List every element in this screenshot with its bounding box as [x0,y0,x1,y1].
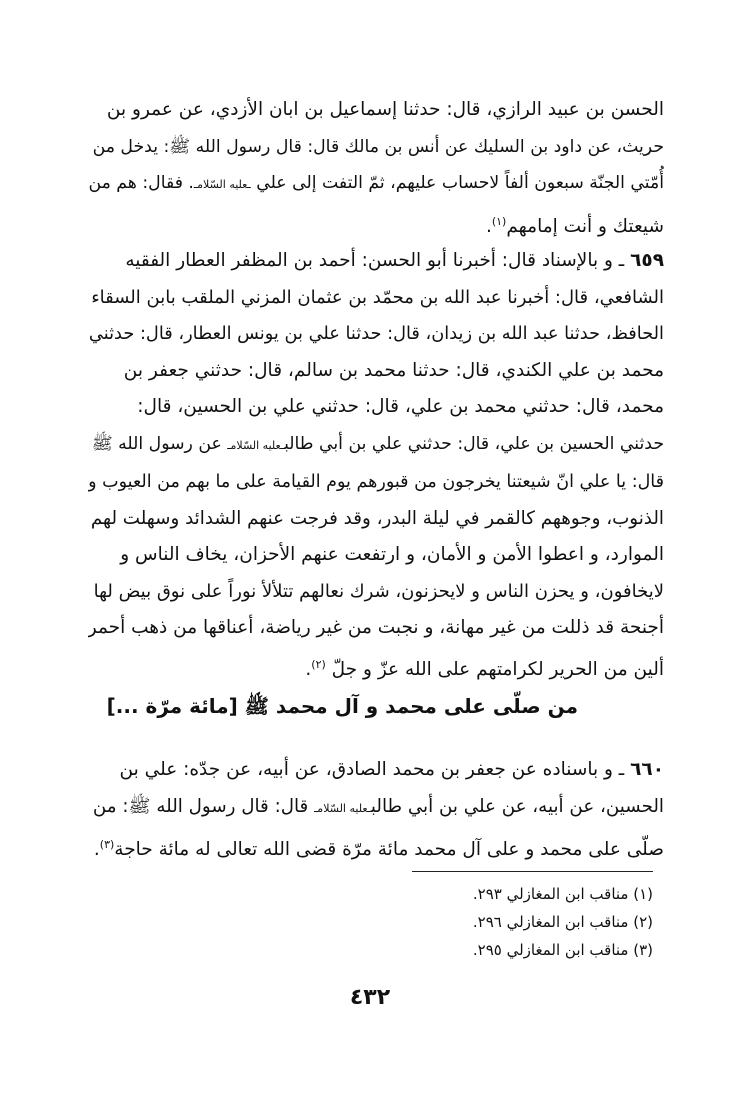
page-number: ٤٣٢ [349,985,391,1010]
paragraph-hadith-660 [88,752,664,869]
text-fragment: . فقال: هم من [88,173,194,193]
text-fragment: ـ و باسناده عن جعفر بن محمد الصادق، عن أبيه، عن جدّه: علي بن [119,759,625,780]
text-line [88,827,664,869]
text-line: الموارد، و اعطوا الأمن و الأمان، و ارتفعت عنهم الأحزان، يخاف الناس و [120,544,664,565]
hadith-number: ٦٦٠ [630,759,664,780]
honorific: ـعليه السّلامـ [314,801,371,815]
paragraph-hadith-659 [88,243,664,688]
text-fragment: عن رسول الله ﷺ [91,433,222,454]
footnote-ref: (٢) [311,657,326,671]
footnote: (١) مناقب ابن المغازلي ٢٩٣. [472,885,653,903]
text-fragment: شيعتك و أنت إمامهم [506,215,664,237]
text-line: الشافعي، قال: أخبرنا عبد الله بن محمّد بن عثمان المزني الملقب بابن السقاء [91,286,664,308]
text-line: الحافظ، حدثنا عبد الله بن زيدان، قال: حدثنا علي بن يونس العطار، قال: حدثني [88,324,664,344]
text-fragment: صلّى على محمد و على آل محمد مائة مرّة قضى الله تعالى له مائة حاجة [114,839,664,861]
text-line: محمد بن علي الكندي، قال: حدثنا محمد بن سالم، قال: حدثني جعفر بن [123,359,664,381]
text-line [88,426,664,465]
punctuation: . [305,658,312,680]
text-line: الحسن بن عبيد الرازي، قال: حدثنا إسماعيل بن ابان الأزدي، عن عمرو بن [106,99,664,120]
punctuation: . [93,839,100,861]
text-fragment: ألين من الحرير لكرامتهم على الله عزّ و جلّ [331,658,664,680]
text-line [88,204,664,246]
text-line [88,243,664,280]
honorific: ـعليه السّلامـ [193,178,251,191]
hadith-number: ٦٥٩ [630,250,664,271]
footnote-ref: (٣) [99,838,115,851]
footnote-divider [412,871,653,872]
footnote: (٢) مناقب ابن المغازلي ٢٩٦. [472,913,653,931]
footnote: (٣) مناقب ابن المغازلي ٢٩٥. [472,941,653,959]
text-line: لايخافون، و يحزن الناس و لايحزنون، شرك نعالهم تتلألأ نوراً على نوق بيض لها [93,580,664,602]
text-line [88,647,664,689]
text-fragment: حدثني الحسين بن علي، قال: حدثني علي بن أبي طالب [284,433,664,454]
footnote-ref: (١) [491,214,507,228]
punctuation: . [485,215,492,237]
text-fragment: أُمّتي الجنّة سبعون ألفاً لاحساب عليهم، ثمّ التفت إلى علي [256,173,664,193]
text-line: محمد، قال: حدثني محمد بن علي، قال: حدثني علي بن الحسين، قال: [137,396,664,417]
text-line [88,165,664,204]
text-line: أجنحة قد ذللت من غير مهانة، و نجبت من غير رياضة، أعناقها من ذهب أحمر [88,617,664,638]
text-line: قال: يا علي انّ شيعتنا يخرجون من قبورهم يوم القيامة على ما بهم من العيوب و [88,472,664,492]
text-line: حريث، عن داود بن السليك عن أنس بن مالك قال: قال رسول الله ﷺ: يدخل من [92,136,664,157]
section-heading: من صلّى على محمد و آل محمد ﷺ [مائة مرّة ...] [106,694,578,718]
footnotes [88,880,653,964]
text-line [88,752,664,789]
text-fragment: ـ و بالإسناد قال: أخبرنا أبو الحسن: أحمد بن المظفر العطار الفقيه [125,250,625,271]
honorific: ـعليه السّلامـ [227,438,285,452]
text-fragment: الحسين، عن أبيه، عن علي بن أبي طالب [370,795,664,817]
text-fragment: قال: قال رسول الله ﷺ: من [92,795,309,817]
text-line [88,789,664,828]
text-line: الذنوب، وجوههم كالقمر في ليلة البدر، وقد فرجت عنهم الشدائد وسهلت لهم [90,507,664,529]
paragraph-hadith-continuation [88,92,664,245]
